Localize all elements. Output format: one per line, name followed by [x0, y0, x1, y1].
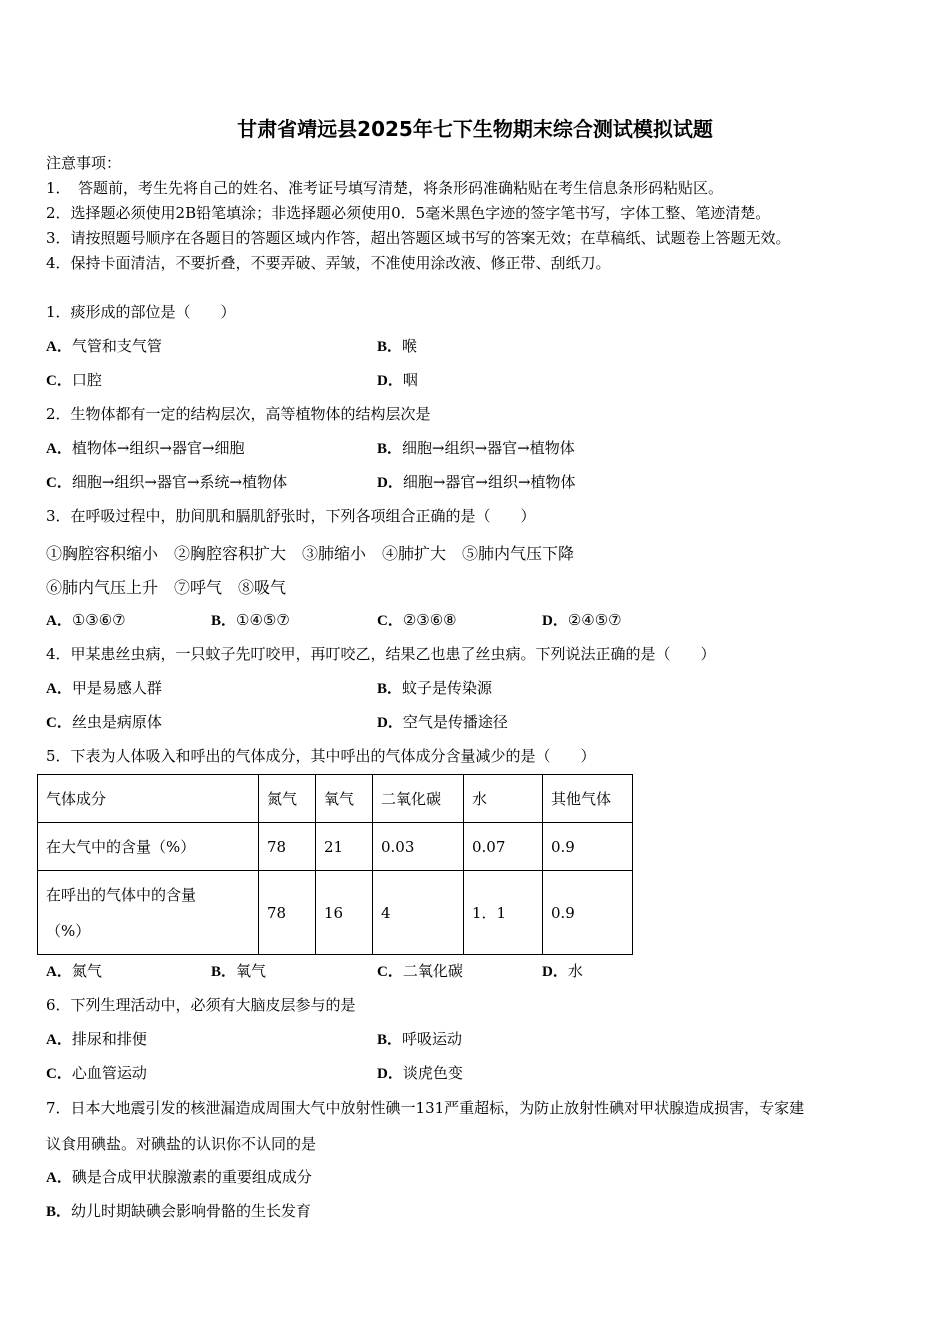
option-text: 气管和支气管: [71, 337, 162, 355]
option-text: 喉: [402, 337, 418, 355]
table-cell: 1．1: [464, 871, 543, 955]
question-7-stem: 7．日本大地震引发的核泄漏造成周围大气中放射性碘一131严重超标，为防止放射性碘对甲状腺造成损害，专家建: [46, 1099, 805, 1117]
table-header: 氮气: [259, 775, 316, 823]
notice-item: 2．选择题必须使用2B铅笔填涂；非选择题必须使用0．5毫米黑色字迹的签字笔书写，字体工整、笔迹清楚。: [46, 204, 771, 222]
option-label: A．: [46, 964, 72, 980]
option-label: B．: [46, 1204, 72, 1220]
table-header: 其他气体: [543, 775, 633, 823]
option-text: ②③⑥⑧: [402, 611, 457, 629]
option-text: 细胞→组织→器官→植物体: [402, 439, 575, 457]
question-1-stem: 1．痰形成的部位是（ ）: [46, 303, 236, 321]
table-row: [38, 871, 633, 955]
table-cell: 21: [316, 823, 373, 871]
option-label: D．: [377, 373, 403, 389]
option-text: 植物体→组织→器官→细胞: [71, 439, 245, 457]
table-cell: 78: [259, 871, 316, 955]
table-cell: [38, 871, 259, 955]
q6-option-a: [46, 1028, 147, 1049]
option-label: D．: [542, 613, 568, 629]
option-label: B．: [377, 681, 403, 697]
notice-item: 3．请按照题号顺序在各题目的答题区域内作答，超出答题区域书写的答案无效；在草稿纸、试题卷上答题无效。: [46, 229, 791, 247]
option-text: 幼儿时期缺碘会影响骨骼的生长发育: [71, 1202, 312, 1220]
gas-composition-table: [37, 774, 633, 955]
table-header: 二氧化碳: [373, 775, 464, 823]
table-cell: 0.03: [373, 823, 464, 871]
q4-option-d: [377, 711, 508, 732]
q5-option-b: [211, 960, 266, 981]
q1-option-d: [377, 369, 418, 390]
q3-statements: ①胸腔容积缩小 ②胸腔容积扩大 ③肺缩小 ④肺扩大 ⑤肺内气压下降: [46, 544, 575, 563]
option-label: C．: [46, 1066, 72, 1082]
table-cell: 在大气中的含量（%）: [38, 823, 259, 871]
option-label: A．: [46, 339, 72, 355]
option-text: 心血管运动: [71, 1064, 147, 1082]
question-2-stem: 2．生物体都有一定的结构层次，高等植物体的结构层次是: [46, 405, 431, 423]
question-6-stem: 6．下列生理活动中，必须有大脑皮层参与的是: [46, 996, 356, 1014]
option-label: A．: [46, 613, 72, 629]
q7-option-a: [46, 1166, 312, 1187]
option-label: A．: [46, 681, 72, 697]
option-text: 丝虫是病原体: [71, 713, 162, 731]
notice-heading: 注意事项：: [46, 154, 122, 172]
q6-option-c: [46, 1062, 147, 1083]
question-7-stem-cont: 议食用碘盐。对碘盐的认识你不认同的是: [46, 1135, 317, 1153]
q1-option-c: [46, 369, 102, 390]
option-text: 呼吸运动: [402, 1030, 463, 1048]
option-label: C．: [46, 715, 72, 731]
option-label: D．: [377, 1066, 403, 1082]
q2-option-d: [377, 471, 576, 492]
option-label: B．: [377, 441, 403, 457]
option-text: 二氧化碳: [402, 962, 463, 980]
q2-option-b: [377, 437, 575, 458]
table-header: 氧气: [316, 775, 373, 823]
table-cell: 0.9: [543, 823, 633, 871]
option-label: C．: [46, 475, 72, 491]
option-text: 咽: [402, 371, 418, 389]
option-label: A．: [46, 1170, 72, 1186]
option-label: A．: [46, 1032, 72, 1048]
table-cell: 0.07: [464, 823, 543, 871]
option-text: 甲是易感人群: [71, 679, 162, 697]
q6-option-b: [377, 1028, 462, 1049]
option-text: ②④⑤⑦: [567, 611, 622, 629]
q3-option-b: [211, 609, 290, 630]
page-title: 甘肃省靖远县2025年七下生物期末综合测试模拟试题: [237, 117, 713, 141]
q5-option-a: [46, 960, 102, 981]
row-label-line: 在呼出的气体中的含量: [46, 885, 197, 904]
notice-item: 4．保持卡面清洁，不要折叠，不要弄破、弄皱，不准使用涂改液、修正带、刮纸刀。: [46, 254, 611, 272]
option-text: 蚊子是传染源: [402, 679, 493, 697]
option-text: 排尿和排便: [71, 1030, 147, 1048]
table-cell: 16: [316, 871, 373, 955]
q4-option-c: [46, 711, 162, 732]
option-label: D．: [377, 475, 403, 491]
option-label: C．: [377, 964, 403, 980]
q1-option-a: [46, 335, 162, 356]
table-header-row: [38, 775, 633, 823]
q2-option-a: [46, 437, 245, 458]
q3-option-a: [46, 609, 126, 630]
option-text: 碘是合成甲状腺激素的重要组成成分: [71, 1168, 312, 1186]
table-cell: 0.9: [543, 871, 633, 955]
option-text: 氮气: [71, 962, 102, 980]
option-label: D．: [542, 964, 568, 980]
option-text: 细胞→组织→器官→系统→植物体: [71, 473, 288, 491]
q4-option-b: [377, 677, 492, 698]
question-5-stem: 5．下表为人体吸入和呼出的气体成分，其中呼出的气体成分含量减少的是（ ）: [46, 747, 596, 765]
q3-option-d: [542, 609, 622, 630]
table-cell: 78: [259, 823, 316, 871]
q1-option-b: [377, 335, 417, 356]
row-label-line: （%）: [46, 921, 91, 940]
option-text: 水: [567, 962, 583, 980]
notice-item: 1． 答题前，考生先将自己的姓名、准考证号填写清楚，将条形码准确粘贴在考生信息条形码粘贴区。: [46, 179, 724, 197]
table-header: 水: [464, 775, 543, 823]
option-label: B．: [377, 339, 403, 355]
option-label: D．: [377, 715, 403, 731]
option-text: 口腔: [71, 371, 102, 389]
option-text: 细胞→器官→组织→植物体: [402, 473, 576, 491]
q5-option-c: [377, 960, 463, 981]
option-text: ①④⑤⑦: [236, 611, 290, 629]
q7-option-b: [46, 1200, 311, 1221]
q5-option-d: [542, 960, 583, 981]
option-label: A．: [46, 441, 72, 457]
option-text: ①③⑥⑦: [71, 611, 126, 629]
option-text: 谈虎色变: [402, 1064, 463, 1082]
option-label: C．: [46, 373, 72, 389]
option-label: B．: [377, 1032, 403, 1048]
q3-option-c: [377, 609, 457, 630]
q4-option-a: [46, 677, 162, 698]
table-row: [38, 823, 633, 871]
question-3-stem: 3．在呼吸过程中，肋间肌和膈肌舒张时，下列各项组合正确的是（ ）: [46, 507, 536, 525]
q6-option-d: [377, 1062, 463, 1083]
table-cell: 4: [373, 871, 464, 955]
option-label: B．: [211, 613, 237, 629]
question-4-stem: 4．甲某患丝虫病，一只蚊子先叮咬甲，再叮咬乙，结果乙也患了丝虫病。下列说法正确的是（ ）: [46, 645, 716, 663]
q3-statements: ⑥肺内气压上升 ⑦呼气 ⑧吸气: [46, 578, 287, 597]
option-label: B．: [211, 964, 237, 980]
option-label: C．: [377, 613, 403, 629]
table-header: 气体成分: [38, 775, 259, 823]
option-text: 空气是传播途径: [402, 713, 508, 731]
option-text: 氧气: [236, 962, 267, 980]
q2-option-c: [46, 471, 287, 492]
